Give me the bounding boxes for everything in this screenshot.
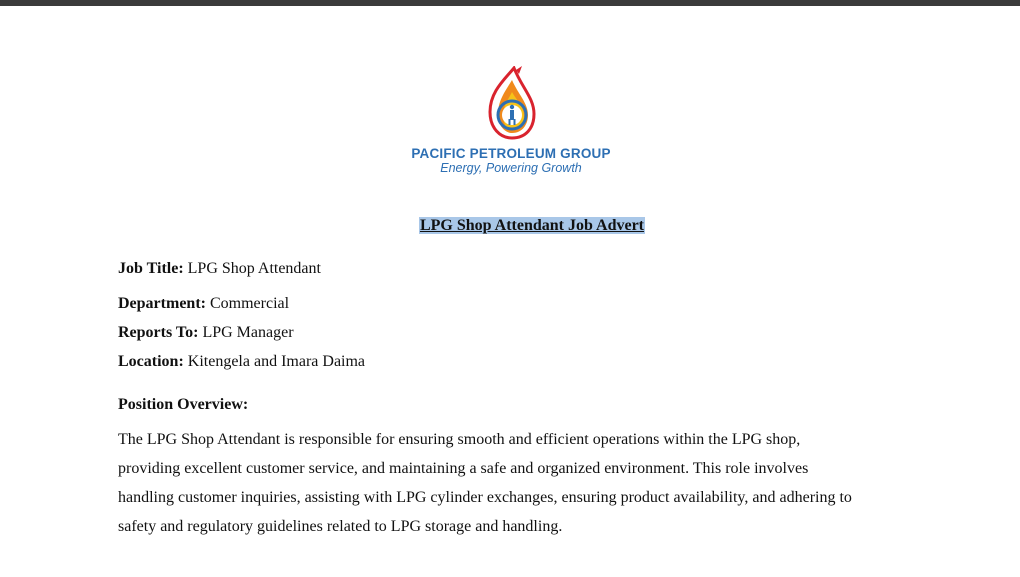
field-label: Location: <box>118 353 184 370</box>
document-title-text: LPG Shop Attendant Job Advert <box>419 217 645 234</box>
field-department <box>118 295 289 313</box>
company-logo <box>404 66 618 175</box>
field-location <box>118 353 365 371</box>
field-label: Reports To: <box>118 324 199 341</box>
paragraph-line: providing excellent customer service, and maintaining a safe and organized environment. This role involves <box>118 460 809 477</box>
field-value: LPG Manager <box>202 324 294 341</box>
field-value: Kitengela and Imara Daima <box>187 353 366 370</box>
position-overview-text <box>118 425 908 541</box>
flame-logo-icon <box>480 66 542 142</box>
position-overview-heading: Position Overview: <box>118 396 249 413</box>
field-value: Commercial <box>209 295 290 312</box>
paragraph-line: handling customer inquiries, assisting with LPG cylinder exchanges, ensuring product availability, and adhering to <box>118 489 852 506</box>
paragraph-line: The LPG Shop Attendant is responsible for ensuring smooth and efficient operations within the LPG shop, <box>118 431 801 448</box>
field-job-title <box>118 260 321 278</box>
field-reports-to <box>118 324 294 342</box>
field-label: Job Title: <box>118 260 184 277</box>
document-title <box>0 217 1020 235</box>
field-label: Department: <box>118 295 206 312</box>
paragraph-line: safety and regulatory guidelines related to LPG storage and handling. <box>118 518 563 535</box>
company-tagline: Energy, Powering Growth <box>440 161 582 175</box>
company-name: PACIFIC PETROLEUM GROUP <box>411 146 611 161</box>
document-page <box>0 6 1020 577</box>
field-value: LPG Shop Attendant <box>187 260 321 277</box>
